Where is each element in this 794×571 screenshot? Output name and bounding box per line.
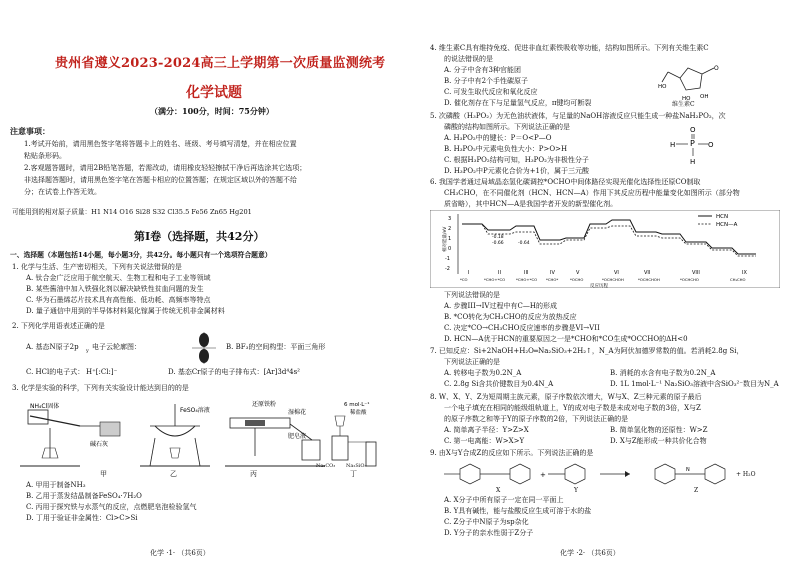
q7-stem-2: 下列说法正确的是 (444, 358, 500, 366)
q9-option: C. Z分子中N原子为sp杂化 (444, 518, 529, 526)
q7-option: B. 消耗的水含有电子数为0.2N_A (610, 369, 716, 377)
apparatus-c (225, 400, 325, 466)
scheme-z: Z (694, 487, 699, 494)
q8-stem: 8. W、X、Y、Z为短周期主族元素，原子序数依次增大，W与X、Z三种元素的原子最后 (430, 393, 702, 401)
notice-line: 粘贴条形码。 (24, 152, 66, 160)
q6-stem-3: 质省略），其中HCN—A是我国学者开发的新型催化剂。 (444, 200, 618, 208)
score-info: （满分：100分，时间：75分钟） (150, 106, 274, 116)
barrier-label: -0.18 (492, 235, 504, 240)
q3-option: A. 甲用于制备NH₃ (26, 481, 86, 489)
q8-option: D. X与Z能形成一种共价化合物 (610, 437, 707, 445)
p-orbital-diagram (190, 330, 218, 366)
hypophosphorous-structure (670, 124, 720, 166)
page-footer: 化学 ·2· （共6页） (560, 549, 620, 557)
q3-option: D. 丁用于验证非金属性：Cl>C>Si (26, 514, 138, 522)
q7-option: A. 转移电子数为0.2N_A (444, 369, 522, 377)
barrier-label: -0.66 (492, 241, 504, 246)
q8-option: B. 简单氢化物的还原性：W>Z (610, 426, 708, 434)
label-feso4: FeSO₄溶液 (180, 407, 210, 414)
energy-profile-chart (430, 210, 780, 288)
xsub: *OCHO (570, 277, 584, 282)
xtick: V (576, 270, 580, 276)
notice-line: 1.考试开始前，请用黑色签字笔将答题卡上的姓名、班级、考号填写清楚，并在相应位置 (24, 140, 297, 148)
label-apparatus-b: 乙 (170, 470, 177, 478)
q5-option: A. H₃PO₂中的键长：P＝O<P—O (444, 134, 552, 142)
q8-option: A. 简单离子半径：Y>Z>X (444, 426, 529, 434)
q4-stem-2: 的说法错误的是 (444, 55, 493, 63)
q6-option: A. 步骤III→IV过程中有C—H的形成 (444, 302, 557, 310)
q1-option: D. 量子通信中用到的半导体材料氮化镓属于传统无机非金属材料 (26, 307, 225, 315)
q3-option: C. 丙用于探究铁与水蒸气的反应，点燃肥皂泡检验氢气 (26, 503, 197, 511)
notice-line: 分；在试卷上作答无效。 (24, 188, 101, 196)
q2-option-a: A. 基态N原子2p (26, 343, 79, 351)
q3-option: B. 乙用于蒸发结晶制备FeSO₄·7H₂O (26, 492, 142, 500)
notice-line: 非选择题答题时，请用黑色签字笔在答题卡相应的位置答题；在规定区域以外的答题不给 (24, 176, 297, 184)
q1-option: B. 某些酱油中加入铁强化剂以解决缺铁性贫血问题的发生 (26, 285, 204, 293)
xsub: *CHO+*CO (484, 277, 506, 282)
section-heading: 第Ⅰ卷（选择题，共42分） (134, 230, 265, 243)
right-page (400, 0, 794, 571)
barrier-label: -0.64 (518, 241, 530, 246)
q8-option: C. 第一电离能：W>X>Y (444, 437, 525, 445)
x-axis-label: 反应历程 (590, 284, 608, 288)
label-apparatus-c: 丙 (250, 470, 257, 478)
scheme-water: + H₂O (736, 471, 756, 478)
label-iron-powder: 还原铁粉 (252, 401, 277, 408)
scheme-y: Y (574, 487, 578, 494)
xtick: II (498, 270, 501, 276)
q1-stem: 1. 化学与生活、生产密切相关，下列有关说法错误的是 (12, 263, 182, 271)
ytick: 2 (448, 226, 452, 232)
q6-option: D. HCN—A优于HCN的重要原因之一是*CHO和*CO生成*OCCHO的ΔH<0 (444, 335, 688, 343)
xsub: *CHO* (546, 277, 559, 282)
q6-stem: 6. 我国学者通过局域晶态氢化碳调控*OCHO中间体路径实现光催化选择性还原CO制取 (430, 178, 701, 186)
svg-text:O: O (690, 126, 696, 134)
vitc-label: 维生素C (672, 101, 695, 108)
hcl-electron-formula: H⁺[:Cl:]⁻ (86, 368, 118, 376)
q5-option: B. H₃PO₂中元素电负性大小：P>O>H (444, 145, 568, 153)
xsub: CH₃CHO (730, 277, 746, 282)
legend-hcn: HCN (716, 214, 729, 220)
q4-option: A. 分子中含有3种官能团 (444, 66, 521, 74)
q4-option: C. 可发生取代反应和氧化反应 (444, 88, 538, 96)
exam-subtitle: 化学试题 (186, 85, 242, 101)
notice-line: 2.客观题答题时，请用2B铅笔答题，若需改动，请用橡皮轻轻擦拭干净后再选涂其它选项； (24, 164, 307, 172)
atomic-masses: 可能用到的相对原子质量：H1 N14 O16 Si28 S32 Cl35.5 Fe56 Zn65 Hg201 (12, 208, 252, 216)
svg-text:H: H (670, 141, 676, 149)
svg-text:+: + (540, 471, 546, 479)
q2-stem: 2. 下列化学用语表述正确的是 (12, 322, 105, 330)
label-na2co3: Na₂CO₃ (316, 463, 336, 469)
xtick: III (524, 270, 529, 276)
label-wet-cotton: 湿棉花 (288, 409, 307, 416)
q7-option: C. 2.8g Si含共价键数目为0.4N_A (444, 380, 554, 388)
xtick: IX (742, 270, 747, 276)
apparatus-a (20, 402, 120, 466)
q8-stem-2: 一个电子填充在相同的能级组轨道上，Y的成对电子数是未成对电子数的3倍，X与Z (444, 404, 701, 412)
scheme-x: X (496, 487, 501, 494)
label-soda-lime: 碱石灰 (90, 441, 109, 448)
label-na2sio3: Na₂SiO₃ (346, 463, 367, 469)
apparatus-d (332, 401, 376, 466)
label-apparatus-d: 丁 (350, 470, 357, 478)
q1-option: C. 华为石墨烯芯片技术具有高性能、低功耗、高频率等特点 (26, 296, 211, 304)
q5-stem-2: 磷酸的结构如图所示。下列说法正确的是 (444, 123, 570, 131)
xtick: VII (644, 270, 651, 276)
label-soap: 肥皂液 (288, 433, 307, 440)
q1-option: A. 钛合金广泛应用于航空航天、生物工程和电子工业等领域 (26, 274, 211, 282)
q4-stem: 4. 维生素C具有维持免疫、促进非血红素铁吸收等功能，结构如图所示。下列有关维生素C (430, 44, 709, 52)
page-footer: 化学 ·1· （共6页） (150, 549, 210, 557)
q5-option: D. H₃PO₂中P元素化合价为+1价，属于三元酸 (444, 167, 590, 175)
reaction-scheme (440, 458, 785, 492)
svg-text:HO: HO (682, 96, 691, 102)
svg-text:O: O (714, 65, 719, 72)
svg-text:O: O (708, 141, 714, 149)
q9-option: D. Y分子的亲水性弱于Z分子 (444, 529, 534, 537)
q6-stem-2: CH₃CHO，在不同催化剂（HCN、HCN—A）作用下其反应历程中能量变化如图所示（部分物 (444, 189, 740, 197)
legend (698, 214, 738, 228)
xtick: I (468, 270, 470, 276)
ytick: -2 (445, 266, 450, 272)
q2-option-b: B. BF₃的空间构型：平面三角形 (226, 343, 326, 351)
q7-option: D. 1L 1mol·L⁻¹ Na₂SiO₃溶液中含SiO₃²⁻数目为N_A (610, 380, 779, 388)
q9-stem: 9. 由X与Y合成Z的反应如下所示。下列说法正确的是 (430, 449, 594, 457)
legend-hcn-a: HCN—A (716, 222, 738, 228)
q6-option: B. *CO转化为CH₃CHO的反应为放热反应 (444, 313, 577, 321)
q2-option-d: D. 基态Cr原子的电子排布式：[Ar]3d⁴4s² (168, 368, 300, 376)
label-hcl-conc: 6 mol·L⁻¹ (344, 402, 370, 408)
label-nh4cl: NH₄Cl固体 (30, 403, 60, 410)
exam-title: 贵州省遵义2023-2024高三上学期第一次质量监测统考 (55, 56, 386, 71)
q8-stem-3: 的原子序数之和等于Y的原子序数的2倍，下列说法正确的是 (444, 415, 629, 423)
q2-option-a-tail: 电子云轮廓图： (92, 343, 141, 351)
q9-option: B. Y具有碱性，能与盐酸反应生成可溶于水的盐 (444, 507, 592, 515)
q7-stem: 7. 已知反应：Si+2NaOH+H₂O═Na₂SiO₃+2H₂↑，N_A为阿伏加德罗常数的值。若消耗2.8g Si， (430, 347, 744, 355)
notice-heading: 注意事项： (10, 126, 50, 136)
ytick: -1 (445, 256, 450, 262)
q4-option: D. 催化剂存在下与足量氢气反应，π键均可断裂 (444, 99, 592, 107)
q4-option: B. 分子中有2个手性碳原子 (444, 77, 529, 85)
label-hcl: 稀盐酸 (350, 410, 367, 416)
x-ticks (460, 270, 747, 282)
apparatus-b (140, 404, 210, 466)
xtick: IV (550, 270, 555, 276)
xsub: *OCHCHO (680, 277, 699, 282)
xsub: *OCHCHOH (638, 277, 660, 282)
q9-option: A. X分子中所有原子一定在同一平面上 (444, 496, 564, 504)
svg-text:HO: HO (658, 84, 667, 90)
ytick: 1 (448, 236, 452, 242)
xtick: VI (614, 270, 619, 276)
xsub: *CO (460, 277, 468, 282)
q6-prompt: 下列说法错误的是 (444, 291, 500, 299)
y-axis-label: 相对能量/eV (443, 226, 448, 252)
q3-stem: 3. 化学是实验的科学，下列有关实验设计能达到目的的是 (12, 384, 189, 392)
instruction: 一、选择题（本题包括14小题，每小题3分，共42分。每小题只有一个选项符合题意） (10, 251, 272, 259)
q6-option: C. 决定*CO→CH₃CHO反应速率的步骤是VI→VII (444, 324, 600, 332)
ytick: 3 (448, 216, 452, 222)
ytick: 0 (448, 246, 452, 252)
svg-text:OH: OH (700, 94, 709, 100)
svg-text:P: P (690, 139, 695, 148)
q5-option: C. 根据H₃PO₂结构可知，H₃PO₂为非极性分子 (444, 156, 589, 164)
q2-subscript: y (86, 348, 89, 354)
svg-text:H: H (690, 158, 696, 166)
xsub: *CHO+*CO (516, 277, 538, 282)
q5-stem: 5. 次磷酸（H₃PO₂）为无色油状液体，与足量的NaOH溶液反应只能生成一种盐NaH₂PO₂，次 (430, 112, 726, 120)
q2-option-c: C. HCl的电子式： (26, 368, 85, 376)
svg-text:N: N (686, 467, 690, 473)
label-apparatus-a: 甲 (100, 470, 107, 478)
xtick: VIII (692, 270, 700, 276)
xsub: *OCHCHOH (602, 277, 624, 282)
